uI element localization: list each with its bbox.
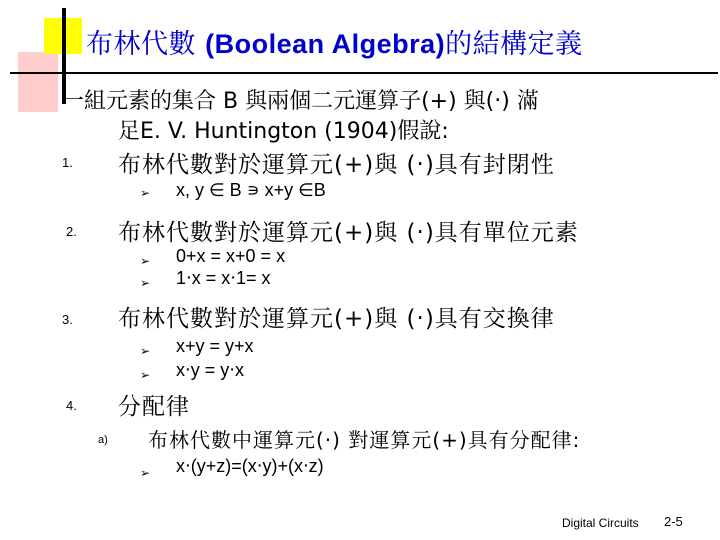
title-en: (Boolean Algebra) xyxy=(205,29,446,59)
arrowhead-bullet-icon: ➢ xyxy=(140,254,151,268)
arrowhead-bullet-icon: ➢ xyxy=(140,466,151,480)
item-number: 2. xyxy=(66,224,77,239)
arrowhead-bullet-icon: ➢ xyxy=(140,276,151,290)
sub-item-label: a) xyxy=(98,434,108,446)
item-formula: x, y ∈ B ∍ x+y ∈B xyxy=(176,180,326,200)
item-number: 1. xyxy=(62,155,73,170)
arrowhead-bullet-icon: ➢ xyxy=(140,186,151,200)
title-zh-prefix: 布林代數 xyxy=(86,29,206,60)
sub-item-heading: 布林代數中運算元(‧) 對運算元(+)具有分配律: xyxy=(148,428,581,452)
arrowhead-bullet-icon: ➢ xyxy=(140,344,151,358)
title-divider-line xyxy=(10,72,718,74)
item-formula: x‧y = y‧x xyxy=(176,360,244,380)
footer-course-name: Digital Circuits xyxy=(562,516,639,530)
item-number: 3. xyxy=(62,312,73,327)
item-heading: 布林代數對於運算元(+)與 (‧)具有單位元素 xyxy=(118,220,579,246)
title-zh-suffix: 的結構定義 xyxy=(445,29,583,60)
page-number: 2-5 xyxy=(664,514,683,529)
slide-title xyxy=(86,22,583,61)
item-formula: 0+x = x+0 = x xyxy=(176,246,286,266)
arrowhead-bullet-icon: ➢ xyxy=(140,368,151,382)
intro-line-1: 一組元素的集合 B 與兩個二元運算子(+) 與(‧) 滿 xyxy=(62,89,539,114)
item-number: 4. xyxy=(66,398,77,413)
item-formula: x+y = y+x xyxy=(176,336,254,356)
item-heading: 布林代數對於運算元(+)與 (‧)具有封閉性 xyxy=(118,152,555,178)
sub-item-formula: x‧(y+z)=(x‧y)+(x‧z) xyxy=(176,456,324,476)
item-heading: 分配律 xyxy=(118,394,190,420)
intro-line-2: 足E. V. Huntington (1904)假說: xyxy=(118,119,449,144)
item-heading: 布林代數對於運算元(+)與 (‧)具有交換律 xyxy=(118,306,555,332)
title-decoration-pink-block xyxy=(18,52,58,112)
item-formula: 1‧x = x‧1= x xyxy=(176,268,271,288)
